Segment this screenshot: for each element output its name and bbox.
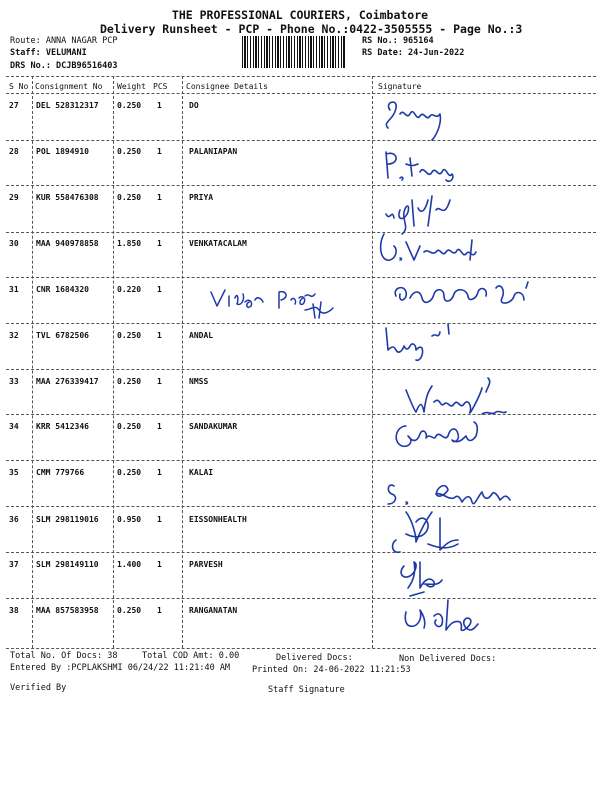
column-divider (372, 76, 373, 648)
column-header-pcs: PCS (153, 82, 168, 91)
cell-consignment: SLM 298119016 (36, 515, 99, 524)
cell-consignee: SANDAKUMAR (189, 422, 238, 431)
cell-weight: 0.250 (117, 377, 142, 386)
cell-sno: 27 (9, 101, 19, 110)
cell-consignee: PARVESH (189, 560, 223, 569)
signature-scribbles (376, 92, 596, 652)
column-header-weight: Weight (117, 82, 146, 91)
column-header-signature: Signature (378, 82, 422, 91)
delivered-docs: Delivered Docs: (276, 653, 353, 663)
route-label: Route: ANNA NAGAR PCP (10, 36, 118, 46)
cell-pcs: 1 (157, 468, 162, 477)
cell-sno: 32 (9, 331, 19, 340)
column-header-consignee: Consignee Details (186, 82, 268, 91)
cell-consignment: KRR 5412346 (36, 422, 89, 431)
cell-pcs: 1 (157, 331, 162, 340)
cell-sno: 31 (9, 285, 19, 294)
barcode (242, 36, 346, 68)
cell-sno: 37 (9, 560, 19, 569)
cell-weight: 0.250 (117, 606, 142, 615)
cell-consignment: SLM 298149110 (36, 560, 99, 569)
cell-consignment: CMM 779766 (36, 468, 85, 477)
cell-consignment: KUR 558476308 (36, 193, 99, 202)
cell-weight: 0.250 (117, 193, 142, 202)
cell-sno: 38 (9, 606, 19, 615)
staff-label: Staff: VELUMANI (10, 48, 87, 58)
cell-consignee: VENKATACALAM (189, 239, 247, 248)
cell-sno: 33 (9, 377, 19, 386)
cell-sno: 36 (9, 515, 19, 524)
drs-number: DRS No.: DCJB96516403 (10, 61, 118, 71)
cell-consignee: KALAI (189, 468, 214, 477)
cell-consignment: MAA 276339417 (36, 377, 99, 386)
cell-pcs: 1 (157, 377, 162, 386)
cell-weight: 1.400 (117, 560, 142, 569)
cell-consignment: POL 1894910 (36, 147, 89, 156)
table-top-line (6, 76, 596, 77)
cell-consignee: RANGANATAN (189, 606, 238, 615)
cell-sno: 29 (9, 193, 19, 202)
cell-sno: 30 (9, 239, 19, 248)
cell-pcs: 1 (157, 101, 162, 110)
cell-pcs: 1 (157, 285, 162, 294)
verified-by: Verified By (10, 683, 67, 693)
cell-consignee: EISSONHEALTH (189, 515, 247, 524)
runsheet-title: Delivery Runsheet - PCP - Phone No.:0422-3505555 - Page No.:3 (100, 22, 523, 36)
cell-pcs: 1 (157, 515, 162, 524)
company-title: THE PROFESSIONAL COURIERS, Coimbatore (171, 8, 429, 22)
cell-sno: 28 (9, 147, 19, 156)
cell-pcs: 1 (157, 560, 162, 569)
cell-consignee: PRIYA (189, 193, 214, 202)
cell-pcs: 1 (157, 147, 162, 156)
cell-consignee: PALANIAPAN (189, 147, 238, 156)
cell-weight: 0.250 (117, 331, 142, 340)
rs-date: RS Date: 24-Jun-2022 (362, 48, 465, 58)
cell-weight: 0.220 (117, 285, 142, 294)
cell-consignment: CNR 1684320 (36, 285, 89, 294)
cell-pcs: 1 (157, 422, 162, 431)
column-divider (32, 76, 33, 648)
total-docs: Total No. Of Docs: 38 (10, 651, 118, 661)
total-cod: Total COD Amt: 0.00 (142, 651, 240, 661)
cell-consignee: DO (189, 101, 199, 110)
cell-pcs: 1 (157, 239, 162, 248)
staff-signature: Staff Signature (268, 685, 345, 695)
cell-weight: 0.250 (117, 422, 142, 431)
cell-consignment: MAA 857583958 (36, 606, 99, 615)
cell-weight: 0.250 (117, 147, 142, 156)
cell-consignment: TVL 6782506 (36, 331, 89, 340)
cell-weight: 0.950 (117, 515, 142, 524)
rs-number: RS No.: 965164 (362, 36, 434, 46)
cell-pcs: 1 (157, 193, 162, 202)
cell-weight: 0.250 (117, 101, 142, 110)
entered-by: Entered By :PCPLAKSHMI 06/24/22 11:21:40 AM (10, 663, 231, 673)
cell-consignment: DEL 528312317 (36, 101, 99, 110)
cell-consignee: ANDAL (189, 331, 214, 340)
non-delivered-docs: Non Delivered Docs: (399, 654, 497, 664)
cell-consignee: NMSS (189, 377, 209, 386)
cell-weight: 1.850 (117, 239, 142, 248)
printed-on: Printed On: 24-06-2022 11:21:53 (252, 665, 411, 675)
column-header-sno: S No (9, 82, 29, 91)
column-header-consignment: Consignment No (35, 82, 103, 91)
column-divider (182, 76, 183, 648)
cell-sno: 35 (9, 468, 19, 477)
cell-sno: 34 (9, 422, 19, 431)
handwritten-note (205, 282, 355, 327)
cell-pcs: 1 (157, 606, 162, 615)
cell-weight: 0.250 (117, 468, 142, 477)
column-divider (113, 76, 114, 648)
cell-consignment: MAA 940978858 (36, 239, 99, 248)
